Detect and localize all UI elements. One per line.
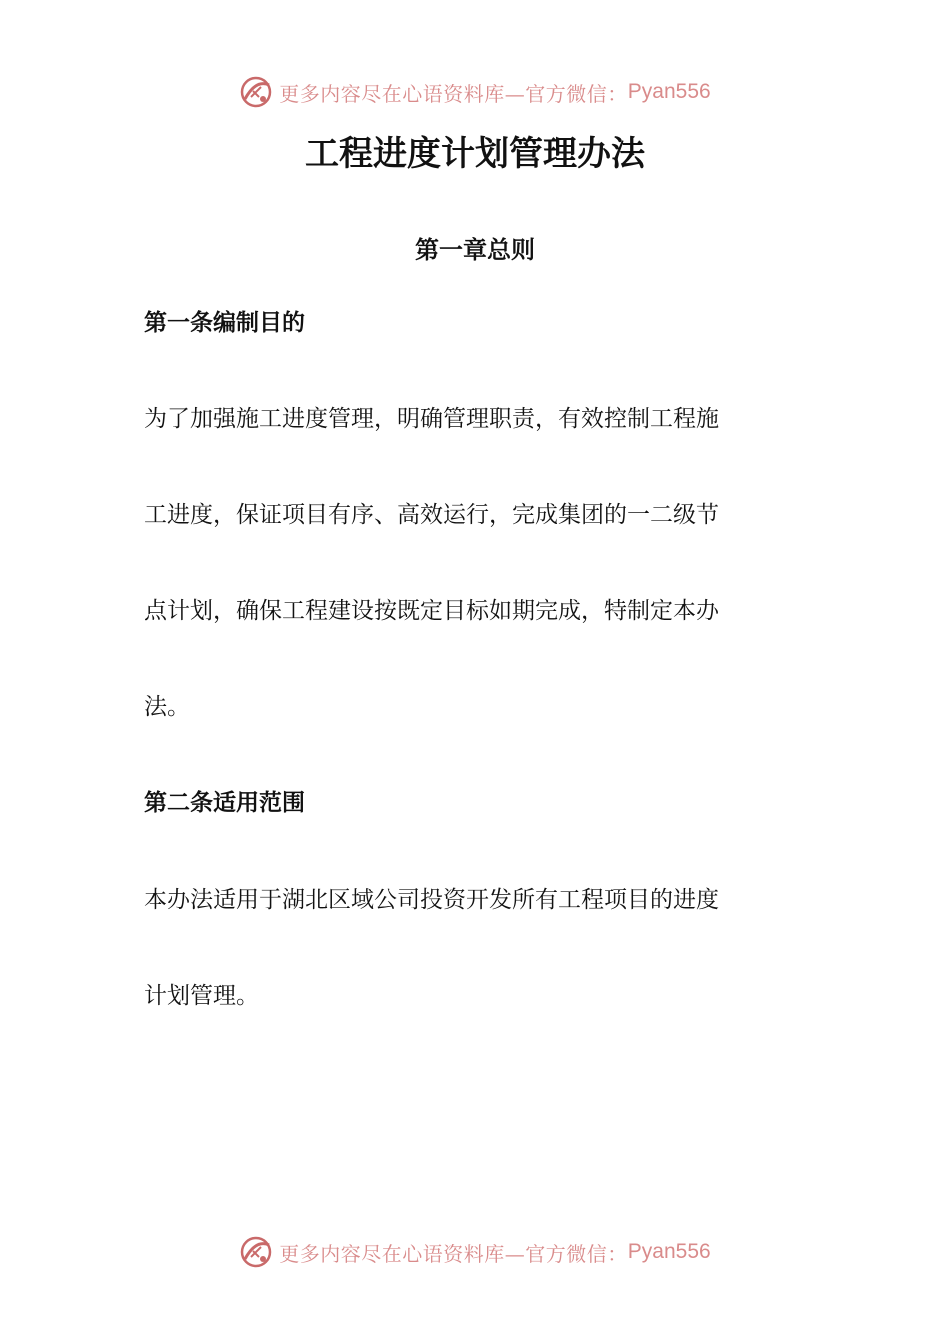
banner-wechat-id: Pyan556 — [627, 1240, 711, 1263]
article2-line: 计划管理。 — [144, 983, 259, 1009]
article1-line-3-wrap — [144, 591, 794, 631]
footer-banner — [0, 1230, 950, 1274]
chapter-title: 第一章总则 — [415, 236, 535, 264]
article1-line: 工进度，保证项目有序、高效运行，完成集团的一二级节 — [144, 502, 719, 528]
header-banner — [0, 70, 950, 114]
logo-seal-icon — [239, 1235, 273, 1269]
article1-line: 法。 — [144, 694, 190, 720]
article1-line: 为了加强施工进度管理，明确管理职责，有效控制工程施 — [144, 406, 719, 432]
article1-line-4-wrap — [144, 687, 794, 727]
article1-section — [144, 303, 794, 343]
article1-line-1-wrap — [144, 399, 794, 439]
article2-heading: 第二条适用范围 — [144, 790, 305, 816]
banner-wechat-id: Pyan556 — [627, 80, 711, 103]
logo-seal-icon — [239, 75, 273, 109]
article1-line: 点计划，确保工程建设按既定目标如期完成，特制定本办 — [144, 598, 719, 624]
article1-heading: 第一条编制目的 — [144, 310, 305, 336]
article2-line-1-wrap — [144, 880, 794, 920]
article2-line-2-wrap — [144, 976, 794, 1016]
article2-section — [144, 783, 794, 823]
banner-text: 更多内容尽在心语资料库—官方微信： — [279, 1241, 628, 1266]
article2-line: 本办法适用于湖北区域公司投资开发所有工程项目的进度 — [144, 887, 719, 913]
article1-line-2-wrap — [144, 495, 794, 535]
document-title: 工程进度计划管理办法 — [305, 134, 645, 174]
banner-text: 更多内容尽在心语资料库—官方微信： — [279, 81, 628, 106]
